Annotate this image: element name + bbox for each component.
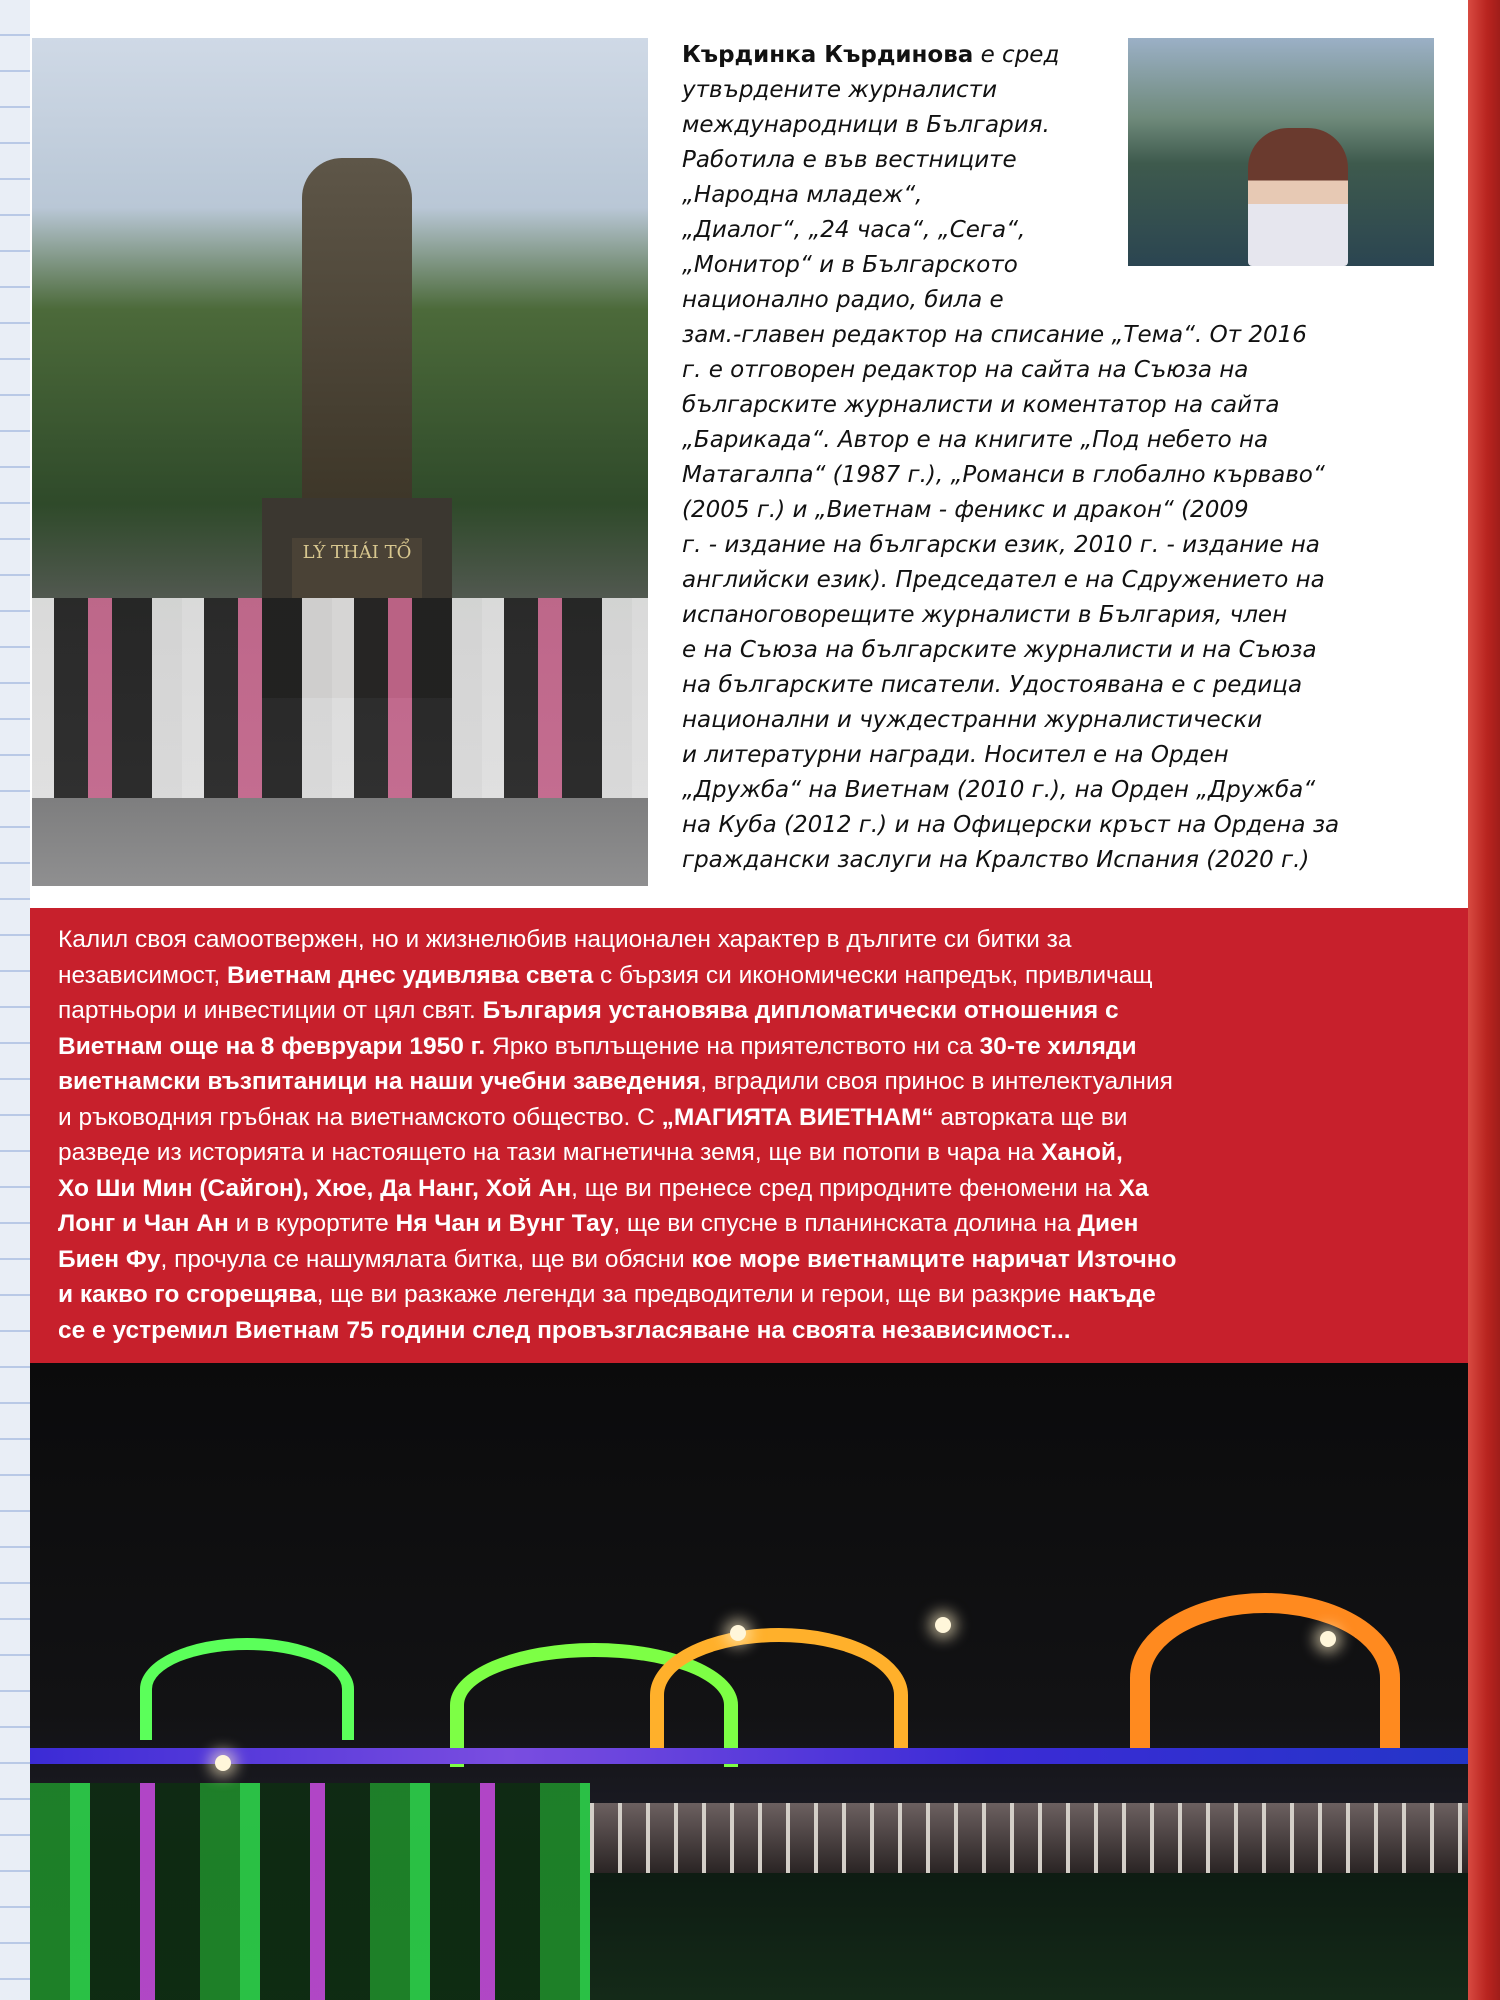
description-text: партньори и инвестиции от цял свят. [58, 997, 483, 1024]
bio-line: испаноговорещите журналисти в България, член [682, 602, 1288, 628]
water-reflection [30, 1783, 590, 2000]
bio-line: на Куба (2012 г.) и на Офицерски кръст на Ордена за [682, 812, 1340, 838]
description-line [58, 1277, 1448, 1313]
book-red-edge [1468, 0, 1500, 2000]
description-text: Ярко въплъщение на приятелството ни са [485, 1032, 980, 1060]
bio-line: национални и чуждестранни журналистически [682, 707, 1263, 733]
bio-line: зам.-главен редактор на списание „Тема“. От 2016 [682, 322, 1307, 348]
author-name: Кърдинка Кърдинова [682, 42, 974, 68]
bio-line: българските журналисти и коментатор на сайта [682, 392, 1280, 418]
bio-line: Работила е във вестниците [682, 147, 1017, 173]
street-lamp [1320, 1631, 1336, 1647]
street-lamp [935, 1617, 951, 1633]
description-text: авторката ще ви [933, 1103, 1128, 1131]
bio-line: „Монитор“ и в Българското [682, 252, 1018, 278]
description-text: , ще ви спусне в планинската долина на [613, 1210, 1078, 1237]
dragon-head [1130, 1593, 1400, 1763]
jumping-crowd [32, 598, 648, 798]
description-line [58, 1135, 1448, 1171]
description-text: независимост, [58, 961, 227, 989]
highlight-text: Ха [1118, 1174, 1149, 1202]
description-text: , вградили своя принос в интелектуалния [700, 1068, 1173, 1095]
description-line [58, 1100, 1448, 1136]
highlight-text: накъде [1068, 1281, 1156, 1308]
description-text: и ръководния гръбнак на виетнамското общество. С [58, 1103, 662, 1131]
description-line [58, 1064, 1448, 1100]
bio-line: г. - издание на български език, 2010 г. - издание на [682, 532, 1320, 558]
highlight-text: 30-те хиляди [979, 1032, 1137, 1060]
description-text: , ще ви пренесе сред природните феномени на [571, 1174, 1119, 1202]
highlight-text: Хо Ши Мин (Сайгон), Хюе, Да Нанг, Хой Ан [58, 1174, 572, 1202]
description-text: , ще ви разкаже легенди за предводители и герои, ще ви разкрие [316, 1281, 1069, 1308]
book-back-cover [30, 0, 1468, 2000]
bio-line: „Дружба“ на Виетнам (2010 г.), на Орден „Дружба“ [682, 777, 1316, 803]
description-line [58, 1206, 1448, 1242]
book-description [58, 922, 1448, 1348]
description-line [58, 1171, 1448, 1207]
description-text: Калил своя самоотвержен, но и жизнелюбив национален характер в дългите си битки за [58, 926, 1072, 953]
description-line [58, 958, 1448, 994]
bridge-arch-green [140, 1638, 354, 1740]
bio-line: „Народна младеж“, [682, 182, 923, 208]
bio-line: и литературни награди. Носител е на Орден [682, 742, 1229, 768]
bio-line: „Диалог“, „24 часа“, „Сега“, [682, 217, 1026, 243]
highlight-text: Диен [1077, 1210, 1139, 1237]
bio-line: на българските писатели. Удостоявана е с редица [682, 672, 1303, 698]
bio-line: утвърдените журналисти [682, 77, 998, 103]
street-lamp [730, 1625, 746, 1641]
highlight-text: Виетнам още на 8 февруари 1950 г. [58, 1032, 486, 1060]
bio-line: (2005 г.) и „Виетнам - феникс и дракон“ (2009 [682, 497, 1249, 523]
highlight-text: Ханой, [1041, 1139, 1123, 1166]
highlight-text: Биен Фу [58, 1245, 161, 1273]
bio-line: г. е отговорен редактор на сайта на Съюза на [682, 357, 1249, 383]
bio-line: международници в България. [682, 112, 1050, 138]
bio-line: „Барикада“. Автор е на книгите „Под небето на [682, 427, 1269, 453]
author-portrait-photo [1128, 38, 1434, 266]
bio-line: английски език). Председател е на Сдружението на [682, 567, 1325, 593]
bridge-deck [30, 1748, 1468, 1764]
bio-line-text: е сред [973, 42, 1060, 68]
notebook-paper-background [0, 0, 31, 2000]
description-line [58, 922, 1448, 958]
highlight-text: Ня Чан и Вунг Тау [395, 1210, 614, 1237]
bio-line: граждански заслуги на Кралство Испания (2020 г.) [682, 847, 1310, 873]
highlight-text: виетнамски възпитаници на наши учебни заведения [58, 1068, 701, 1095]
bridge-arch-orange [650, 1628, 908, 1762]
statue-figure [302, 158, 412, 508]
highlight-text: „МАГИЯТА ВИЕТНАМ“ [661, 1103, 934, 1131]
riverside-railing [590, 1803, 1468, 1873]
bio-line: е на Съюза на българските журналисти и на Съюза [682, 637, 1317, 663]
description-line [58, 1029, 1448, 1065]
highlight-text: се е устремил Виетнам 75 години след провъзгласяване на своята независимост... [58, 1316, 1071, 1344]
bio-line: национално радио, била е [682, 287, 1004, 313]
statue-plaque: LÝ THÁI TỔ [292, 538, 422, 598]
bio-line: Матагалпа“ (1987 г.), „Романси в глобално кървaво“ [682, 462, 1325, 488]
highlight-text: Лонг и Чан Ан [58, 1210, 229, 1237]
street-lamp [215, 1755, 231, 1771]
highlight-text: и какво го сгорещява [58, 1281, 317, 1308]
highlight-text: България установява дипломатически отношения с [482, 997, 1119, 1024]
description-line [58, 1313, 1448, 1349]
dragon-bridge-photo [30, 1363, 1468, 2000]
author-figure [1248, 128, 1348, 266]
description-line [58, 993, 1448, 1029]
description-text: с бързия си икономически напредък, привличащ [593, 961, 1153, 989]
statue-photo [32, 38, 648, 886]
description-text: , прочула се нашумялата битка, ще ви обясни [160, 1245, 692, 1273]
description-text: и в курортите [228, 1210, 396, 1237]
description-text: разведе из историята и настоящето на тази магнетична земя, ще ви потопи в чара на [58, 1139, 1042, 1166]
description-line [58, 1242, 1448, 1278]
highlight-text: Виетнам днес удивлява света [226, 961, 594, 989]
highlight-text: кое море виетнамците наричат Източно [691, 1245, 1177, 1273]
